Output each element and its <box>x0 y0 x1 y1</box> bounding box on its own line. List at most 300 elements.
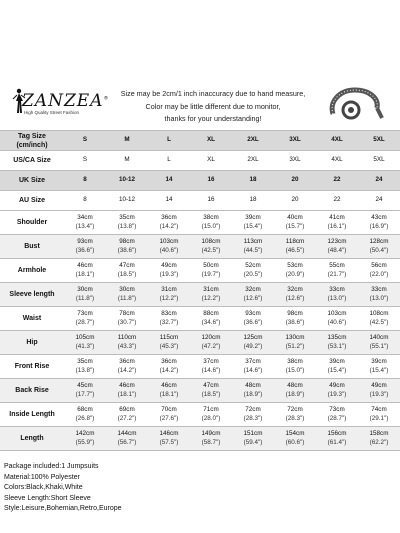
cm-value: 93cm <box>245 310 261 317</box>
cm-value: 36cm <box>161 214 177 221</box>
measure-cell <box>274 310 316 327</box>
measure-cell <box>148 262 190 279</box>
measure-cell <box>274 262 316 279</box>
size-cell: 5XL <box>373 136 385 144</box>
size-cell: 22 <box>333 176 341 184</box>
cm-value: 56cm <box>371 262 387 269</box>
size-cell: 16 <box>207 196 215 204</box>
measure-cell <box>64 382 106 399</box>
measure-cell <box>274 238 316 255</box>
measure-cell <box>274 406 316 423</box>
cm-value: 98cm <box>119 238 135 245</box>
tape-measure-icon <box>325 84 385 124</box>
size-cell: L <box>167 136 171 144</box>
inch-value: (17.7") <box>75 390 95 398</box>
inch-value: (28.3") <box>243 414 263 422</box>
cm-value: 48cm <box>287 382 303 389</box>
cm-value: 46cm <box>161 382 177 389</box>
inch-value: (28.7") <box>327 414 347 422</box>
measure-cell <box>232 430 274 447</box>
size-cell: 24 <box>375 176 383 184</box>
cm-value: 74cm <box>371 406 387 413</box>
size-cell: 16 <box>207 176 215 184</box>
measure-cell <box>190 262 232 279</box>
size-cell: M <box>124 136 130 144</box>
measure-cell <box>190 310 232 327</box>
inch-value: (49.2") <box>243 342 263 350</box>
inch-value: (14.2") <box>159 366 179 374</box>
measure-cell <box>358 286 400 303</box>
cm-value: 73cm <box>77 310 93 317</box>
measure-cell <box>64 430 106 447</box>
inch-value: (55.9") <box>75 438 95 446</box>
cm-value: 52cm <box>245 262 261 269</box>
measure-cell <box>232 238 274 255</box>
measure-cell <box>64 286 106 303</box>
cm-value: 50cm <box>203 262 219 269</box>
measure-cell <box>316 262 358 279</box>
inch-value: (15.4") <box>369 366 389 374</box>
measure-cell <box>106 406 148 423</box>
cm-value: 93cm <box>77 238 93 245</box>
measure-cell <box>358 430 400 447</box>
measure-cell <box>190 430 232 447</box>
cm-value: 36cm <box>119 358 135 365</box>
cm-value: 144cm <box>117 430 137 437</box>
inch-value: (16.9") <box>369 222 389 230</box>
measure-cell <box>316 214 358 231</box>
cm-value: 71cm <box>203 406 219 413</box>
inch-value: (20.9") <box>285 270 305 278</box>
cm-value: 128cm <box>369 238 389 245</box>
size-cell: 20 <box>291 196 299 204</box>
cm-value: 103cm <box>159 238 179 245</box>
measure-cell <box>148 310 190 327</box>
cm-value: 41cm <box>329 214 345 221</box>
cm-value: 68cm <box>77 406 93 413</box>
size-cell: 14 <box>165 196 173 204</box>
measure-cell <box>64 334 106 351</box>
cm-value: 37cm <box>245 358 261 365</box>
size-cell: 3XL <box>289 136 301 144</box>
inch-value: (56.7") <box>117 438 137 446</box>
size-row <box>0 171 400 191</box>
size-cell: 14 <box>165 176 173 184</box>
measure-cell <box>64 214 106 231</box>
inch-value: (11.8") <box>117 294 137 302</box>
measure-cell <box>316 430 358 447</box>
cm-value: 125cm <box>243 334 263 341</box>
inch-value: (38.6") <box>117 246 137 254</box>
size-cell: 10-12 <box>118 176 136 184</box>
cm-value: 88cm <box>203 310 219 317</box>
inch-value: (36.6") <box>75 246 95 254</box>
inch-value: (36.6") <box>243 318 263 326</box>
size-cell: 2XL <box>247 156 259 164</box>
measure-cell <box>106 238 148 255</box>
row-label: Inside Length <box>9 411 55 418</box>
notice-line: Size may be 2cm/1 inch inaccuracy due to hand measure, <box>120 89 306 98</box>
inch-value: (14.6") <box>201 366 221 374</box>
cm-value: 39cm <box>371 358 387 365</box>
cm-value: 40cm <box>287 214 303 221</box>
inch-value: (32.7") <box>159 318 179 326</box>
measure-cell <box>274 214 316 231</box>
cm-value: 130cm <box>285 334 305 341</box>
row-label: Waist <box>22 315 42 322</box>
measure-cell <box>358 382 400 399</box>
inch-value: (28.7") <box>75 318 95 326</box>
size-cell: S <box>82 136 88 144</box>
measure-row <box>0 259 400 283</box>
inch-value: (18.5") <box>117 270 137 278</box>
measure-cell <box>148 382 190 399</box>
cm-value: 108cm <box>369 310 389 317</box>
cm-value: 110cm <box>117 334 137 341</box>
measure-cell <box>190 334 232 351</box>
inch-value: (34.6") <box>201 318 221 326</box>
inch-value: (47.2") <box>201 342 221 350</box>
inch-value: (28.3") <box>285 414 305 422</box>
measure-cell <box>106 262 148 279</box>
measure-cell <box>148 334 190 351</box>
inch-value: (13.8") <box>117 222 137 230</box>
size-cell: 5XL <box>373 156 385 164</box>
product-info-line: Material:100% Polyester <box>4 473 80 481</box>
cm-value: 120cm <box>201 334 221 341</box>
measure-cell <box>358 238 400 255</box>
cm-value: 73cm <box>329 406 345 413</box>
cm-value: 103cm <box>327 310 347 317</box>
inch-value: (15.4") <box>243 222 263 230</box>
inch-value: (18.1") <box>117 390 137 398</box>
size-row <box>0 131 400 151</box>
row-label: US/CA Size <box>13 157 51 164</box>
measure-cell <box>358 262 400 279</box>
inch-value: (12.6") <box>243 294 263 302</box>
inch-value: (14.2") <box>117 366 137 374</box>
size-cell: 18 <box>249 196 257 204</box>
measure-cell <box>64 238 106 255</box>
inch-value: (27.2") <box>117 414 137 422</box>
row-label: Front Rise <box>14 363 50 370</box>
measure-cell <box>64 310 106 327</box>
inch-value: (30.7") <box>117 318 137 326</box>
inch-value: (12.2") <box>201 294 221 302</box>
measure-cell <box>274 382 316 399</box>
measure-cell <box>148 214 190 231</box>
row-label: UK Size <box>18 177 46 184</box>
size-cell: 8 <box>83 176 87 184</box>
row-label: Length <box>20 435 44 442</box>
inch-value: (43.3") <box>117 342 137 350</box>
cm-value: 49cm <box>161 262 177 269</box>
measure-cell <box>232 406 274 423</box>
inch-value: (13.4") <box>75 222 95 230</box>
cm-value: 39cm <box>245 214 261 221</box>
measure-cell <box>274 334 316 351</box>
measure-cell <box>106 430 148 447</box>
measure-cell <box>358 334 400 351</box>
measure-row <box>0 403 400 427</box>
size-cell: 22 <box>333 196 341 204</box>
inch-value: (29.1") <box>369 414 389 422</box>
row-label: Bust <box>24 243 40 250</box>
cm-value: 151cm <box>243 430 263 437</box>
cm-value: 37cm <box>203 358 219 365</box>
measure-cell <box>274 286 316 303</box>
cm-value: 31cm <box>203 286 219 293</box>
cm-value: 113cm <box>243 238 263 245</box>
inch-value: (57.5") <box>159 438 179 446</box>
inch-value: (28.0") <box>201 414 221 422</box>
inch-value: (14.6") <box>243 366 263 374</box>
cm-value: 70cm <box>161 406 177 413</box>
size-cell: 8 <box>83 196 87 204</box>
measure-cell <box>106 382 148 399</box>
notice-line: Color may be little different due to monitor, <box>145 101 281 111</box>
measure-cell <box>274 430 316 447</box>
measure-cell <box>106 310 148 327</box>
cm-value: 53cm <box>287 262 303 269</box>
cm-value: 33cm <box>371 286 387 293</box>
measure-cell <box>148 238 190 255</box>
size-cell: 10-12 <box>118 196 136 204</box>
measure-cell <box>106 214 148 231</box>
header <box>0 0 400 123</box>
cm-value: 108cm <box>201 238 221 245</box>
size-row <box>0 151 400 171</box>
measure-cell <box>232 382 274 399</box>
size-cell: XL <box>207 156 215 164</box>
measure-row <box>0 427 400 451</box>
cm-value: 34cm <box>77 214 93 221</box>
cm-value: 48cm <box>245 382 261 389</box>
inch-value: (13.0") <box>327 294 347 302</box>
cm-value: 35cm <box>119 214 135 221</box>
cm-value: 78cm <box>119 310 135 317</box>
cm-value: 43cm <box>371 214 387 221</box>
inch-value: (15.0") <box>201 222 221 230</box>
product-info-line: Sleeve Length:Short Sleeve <box>4 494 91 502</box>
inch-value: (18.5") <box>201 390 221 398</box>
measure-cell <box>316 334 358 351</box>
inch-value: (22.0") <box>369 270 389 278</box>
inch-value: (26.8") <box>75 414 95 422</box>
cm-value: 38cm <box>203 214 219 221</box>
size-cell: S <box>82 156 88 164</box>
measure-cell <box>358 406 400 423</box>
inch-value: (42.5") <box>201 246 221 254</box>
inch-value: (59.4") <box>243 438 263 446</box>
measure-cell <box>232 286 274 303</box>
cm-value: 49cm <box>371 382 387 389</box>
size-cell: M <box>124 156 130 164</box>
inch-value: (50.4") <box>369 246 389 254</box>
inch-value: (18.1") <box>75 270 95 278</box>
inch-value: (19.3") <box>159 270 179 278</box>
cm-value: 30cm <box>77 286 93 293</box>
cm-value: 154cm <box>285 430 305 437</box>
size-cell: 24 <box>375 196 383 204</box>
product-info-line: Colors:Black,Khaki,White <box>4 484 83 492</box>
cm-value: 35cm <box>77 358 93 365</box>
cm-value: 69cm <box>119 406 135 413</box>
size-cell: 20 <box>291 176 299 184</box>
inch-value: (51.2") <box>285 342 305 350</box>
measure-row <box>0 307 400 331</box>
inch-value: (61.4") <box>327 438 347 446</box>
measure-cell <box>274 358 316 375</box>
cm-value: 36cm <box>161 358 177 365</box>
measure-cell <box>316 238 358 255</box>
cm-value: 142cm <box>75 430 95 437</box>
measure-row <box>0 379 400 403</box>
inch-value: (27.6") <box>159 414 179 422</box>
measure-cell <box>106 334 148 351</box>
measure-cell <box>190 214 232 231</box>
inch-value: (62.2") <box>369 438 389 446</box>
inch-value: (16.1") <box>327 222 347 230</box>
cm-value: 46cm <box>77 262 93 269</box>
cm-value: 123cm <box>327 238 347 245</box>
size-table <box>0 130 400 451</box>
inch-value: (12.2") <box>159 294 179 302</box>
cm-value: 32cm <box>245 286 261 293</box>
brand-name: ZANZEA® <box>22 91 110 111</box>
cm-value: 146cm <box>159 430 179 437</box>
cm-value: 98cm <box>287 310 303 317</box>
inch-value: (20.5") <box>243 270 263 278</box>
cm-value: 135cm <box>327 334 347 341</box>
measure-cell <box>232 334 274 351</box>
measure-row <box>0 331 400 355</box>
cm-value: 156cm <box>327 430 347 437</box>
cm-value: 46cm <box>119 382 135 389</box>
measure-cell <box>190 382 232 399</box>
measure-cell <box>316 286 358 303</box>
inch-value: (40.6") <box>159 246 179 254</box>
cm-value: 115cm <box>159 334 179 341</box>
row-label: Back Rise <box>15 387 49 394</box>
measure-cell <box>106 286 148 303</box>
inch-value: (18.9") <box>243 390 263 398</box>
inch-value: (15.7") <box>285 222 305 230</box>
cm-value: 83cm <box>161 310 177 317</box>
cm-value: 31cm <box>161 286 177 293</box>
inch-value: (60.6") <box>285 438 305 446</box>
measure-cell <box>190 358 232 375</box>
measure-cell <box>106 358 148 375</box>
size-cell: L <box>167 156 171 164</box>
inch-value: (41.3") <box>75 342 95 350</box>
inch-value: (13.8") <box>75 366 95 374</box>
size-row <box>0 191 400 211</box>
measure-cell <box>148 286 190 303</box>
inch-value: (42.5") <box>369 318 389 326</box>
inch-value: (12.6") <box>285 294 305 302</box>
inch-value: (55.1") <box>369 342 389 350</box>
cm-value: 72cm <box>245 406 261 413</box>
measure-cell <box>316 382 358 399</box>
measure-cell <box>358 358 400 375</box>
cm-value: 55cm <box>329 262 345 269</box>
measure-cell <box>232 358 274 375</box>
measure-cell <box>148 406 190 423</box>
inch-value: (14.2") <box>159 222 179 230</box>
measure-cell <box>232 262 274 279</box>
cm-value: 38cm <box>287 358 303 365</box>
measure-cell <box>190 238 232 255</box>
cm-value: 118cm <box>285 238 305 245</box>
inch-value: (19.3") <box>327 390 347 398</box>
inch-value: (15.4") <box>327 366 347 374</box>
inch-value: (48.4") <box>327 246 347 254</box>
cm-value: 33cm <box>329 286 345 293</box>
row-label: Shoulder <box>16 219 48 226</box>
size-cell: 18 <box>249 176 257 184</box>
inch-value: (18.1") <box>159 390 179 398</box>
inch-value: (40.6") <box>327 318 347 326</box>
measure-row <box>0 235 400 259</box>
cm-value: 158cm <box>369 430 389 437</box>
cm-value: 140cm <box>369 334 389 341</box>
size-cell: 4XL <box>331 156 343 164</box>
brand-logo <box>6 88 110 128</box>
size-cell: XL <box>206 136 216 144</box>
measure-cell <box>190 406 232 423</box>
product-info-line: Package included:1 Jumpsuits <box>4 463 99 470</box>
measure-cell <box>148 430 190 447</box>
cm-value: 30cm <box>119 286 135 293</box>
row-label: AU Size <box>18 197 46 204</box>
cm-value: 39cm <box>329 358 345 365</box>
measure-cell <box>358 214 400 231</box>
cm-value: 149cm <box>201 430 221 437</box>
size-cell: 3XL <box>289 156 301 164</box>
cm-value: 105cm <box>75 334 95 341</box>
measure-cell <box>232 310 274 327</box>
measure-cell <box>232 214 274 231</box>
inch-value: (18.9") <box>285 390 305 398</box>
row-label: Hip <box>26 339 38 346</box>
measure-cell <box>64 262 106 279</box>
inch-value: (38.6") <box>285 318 305 326</box>
inch-value: (13.0") <box>369 294 389 302</box>
cm-value: 45cm <box>77 382 93 389</box>
inch-value: (46.5") <box>285 246 305 254</box>
measurement-notice <box>108 88 318 126</box>
measure-row <box>0 355 400 379</box>
cm-value: 47cm <box>119 262 135 269</box>
product-info-line: Style:Leisure,Bohemian,Retro,Europe <box>4 505 122 513</box>
measure-cell <box>64 406 106 423</box>
measure-cell <box>316 406 358 423</box>
brand-tagline: High Quality Street Fashion <box>24 110 80 115</box>
measure-row <box>0 283 400 307</box>
inch-value: (44.5") <box>243 246 263 254</box>
inch-value: (19.7") <box>201 270 221 278</box>
inch-value: (21.7") <box>327 270 347 278</box>
inch-value: (15.0") <box>285 366 305 374</box>
measure-cell <box>316 310 358 327</box>
measure-cell <box>190 286 232 303</box>
cm-value: 72cm <box>287 406 303 413</box>
inch-value: (45.3") <box>159 342 179 350</box>
notice-line: thanks for your understanding! <box>164 114 262 123</box>
cm-value: 49cm <box>329 382 345 389</box>
measure-cell <box>358 310 400 327</box>
